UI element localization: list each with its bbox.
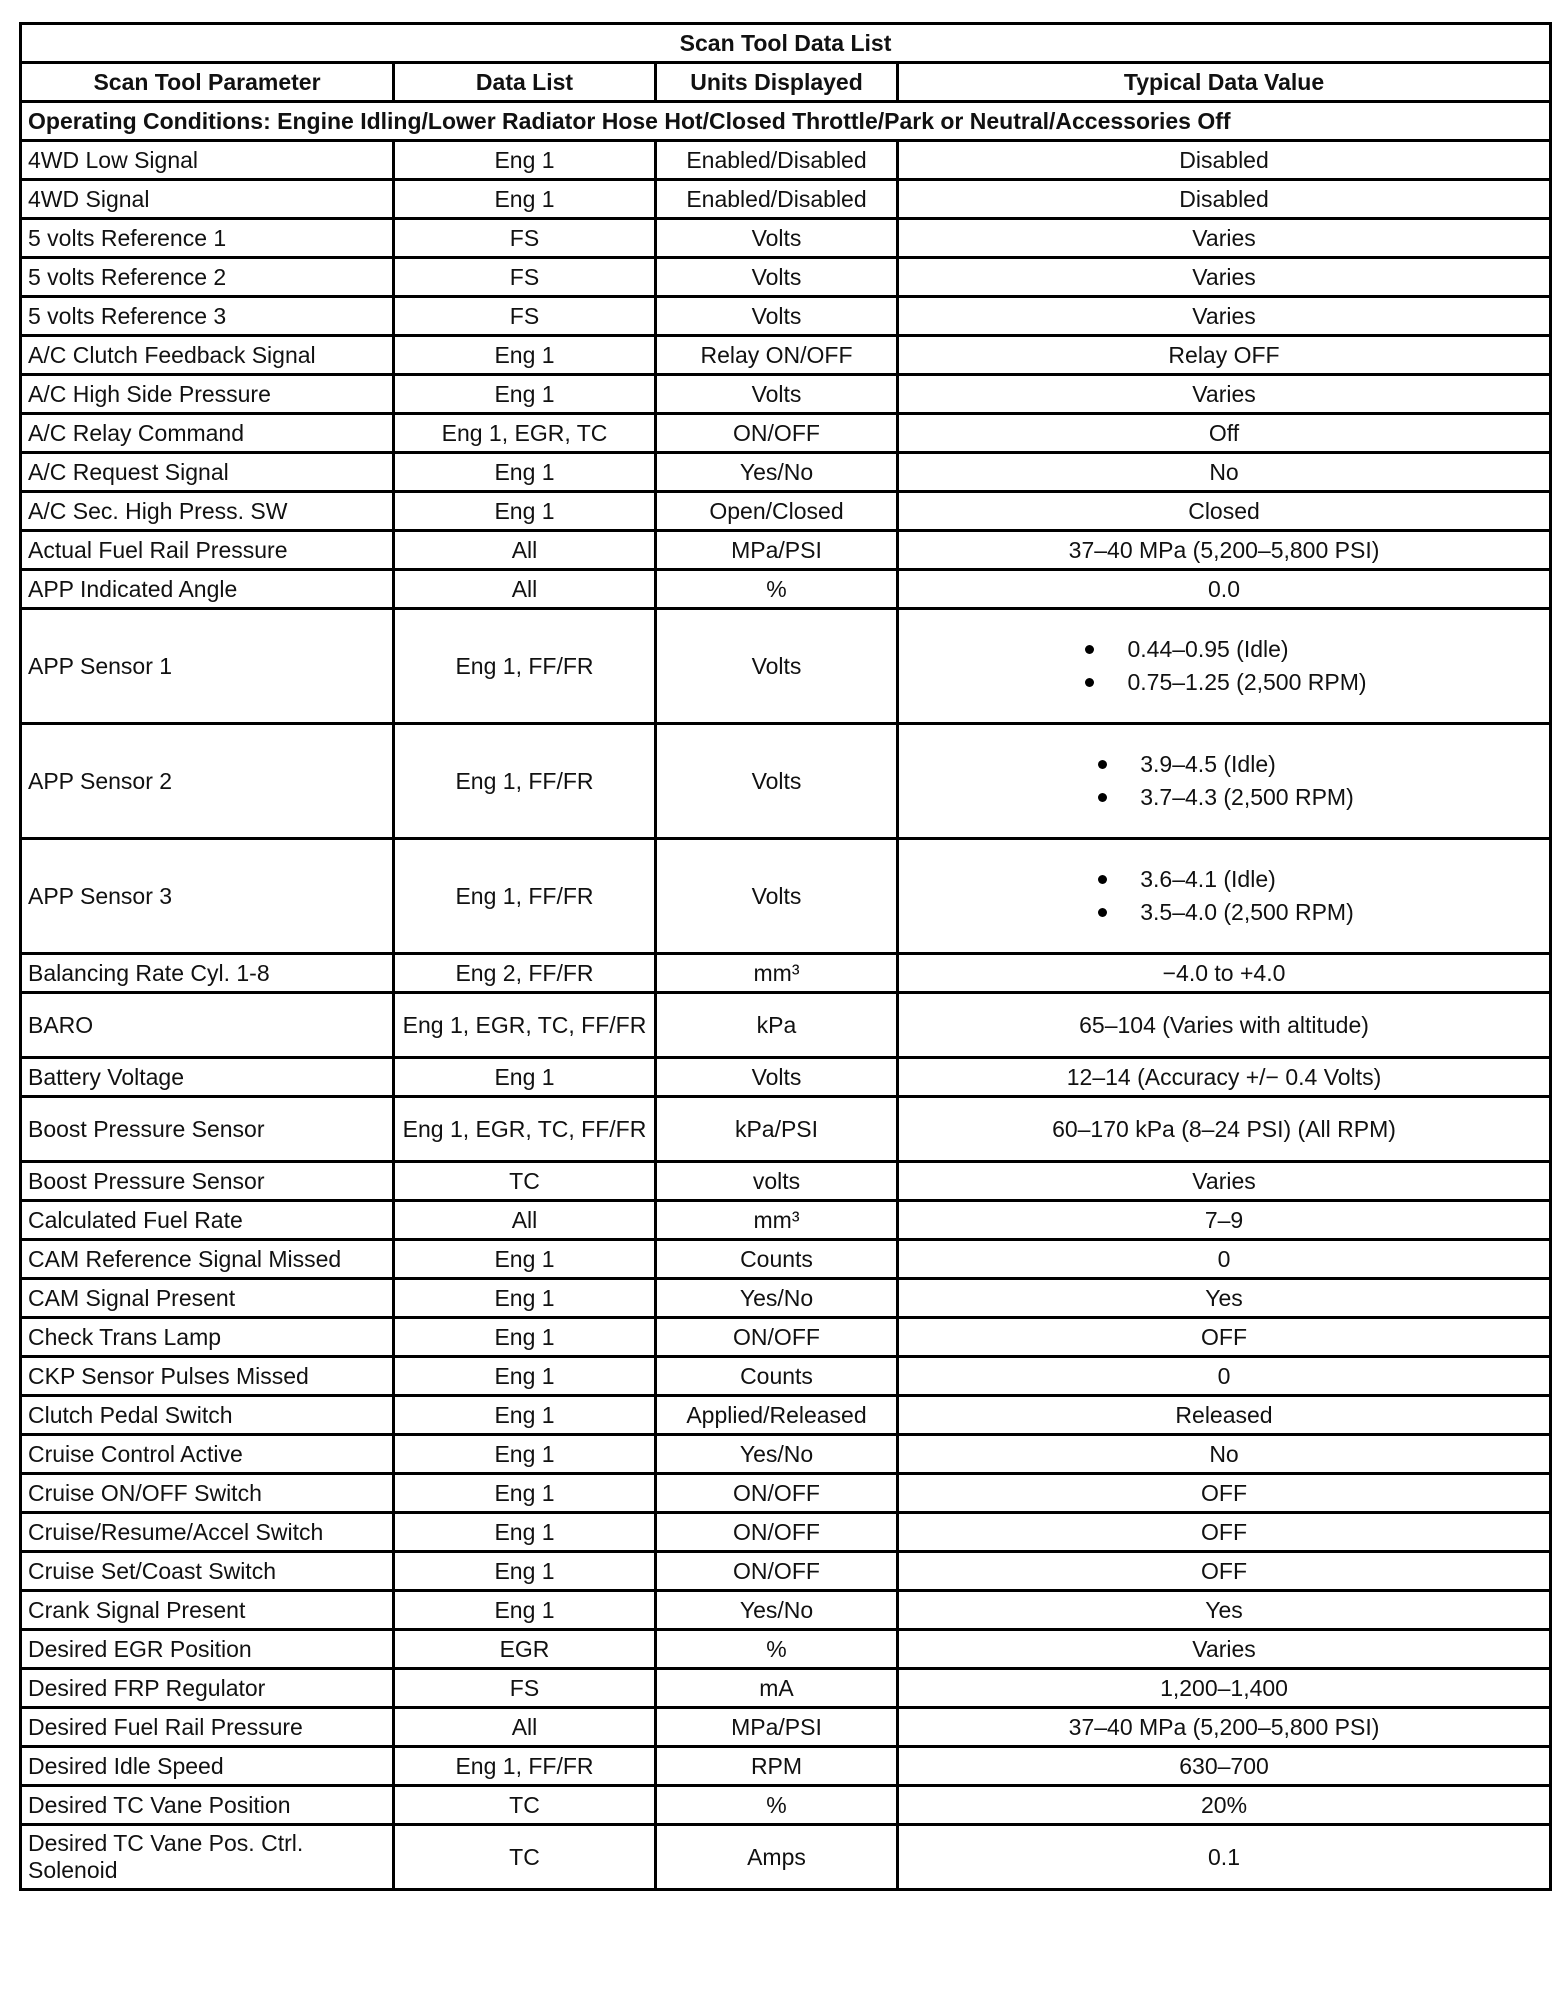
cell-units: % — [656, 570, 898, 609]
cell-parameter: APP Sensor 1 — [21, 609, 394, 724]
cell-parameter: Desired Idle Speed — [21, 1747, 394, 1786]
cell-typical-value: Released — [898, 1396, 1551, 1435]
cell-typical-value: Yes — [898, 1279, 1551, 1318]
cell-typical-value: Varies — [898, 297, 1551, 336]
cell-typical-value: Varies — [898, 1162, 1551, 1201]
cell-parameter: Desired TC Vane Position — [21, 1786, 394, 1825]
table-row — [21, 1058, 1551, 1097]
value-bullet-item: 3.6–4.1 (Idle) — [1094, 863, 1354, 896]
table-row — [21, 1396, 1551, 1435]
table-row — [21, 258, 1551, 297]
table-row — [21, 1747, 1551, 1786]
cell-typical-value: OFF — [898, 1318, 1551, 1357]
cell-units: Volts — [656, 1058, 898, 1097]
cell-units: ON/OFF — [656, 1474, 898, 1513]
cell-parameter: Battery Voltage — [21, 1058, 394, 1097]
cell-parameter: Crank Signal Present — [21, 1591, 394, 1630]
cell-units: Counts — [656, 1240, 898, 1279]
cell-parameter: Boost Pressure Sensor — [21, 1097, 394, 1162]
cell-typical-value: 630–700 — [898, 1747, 1551, 1786]
table-row — [21, 297, 1551, 336]
cell-data-list: FS — [394, 297, 656, 336]
cell-typical-value: 0 — [898, 1357, 1551, 1396]
cell-data-list: FS — [394, 1669, 656, 1708]
cell-typical-value: Yes — [898, 1591, 1551, 1630]
cell-parameter: Cruise ON/OFF Switch — [21, 1474, 394, 1513]
cell-parameter: Cruise/Resume/Accel Switch — [21, 1513, 394, 1552]
cell-data-list: All — [394, 570, 656, 609]
cell-data-list: Eng 1, EGR, TC — [394, 414, 656, 453]
cell-typical-value: No — [898, 453, 1551, 492]
table-row — [21, 492, 1551, 531]
cell-units: mm³ — [656, 954, 898, 993]
table-row — [21, 954, 1551, 993]
cell-typical-value: Varies — [898, 1630, 1551, 1669]
scan-tool-data-table — [19, 22, 1552, 1891]
cell-data-list: FS — [394, 219, 656, 258]
table-title: Scan Tool Data List — [21, 24, 1551, 63]
cell-parameter: Clutch Pedal Switch — [21, 1396, 394, 1435]
cell-typical-value: 20% — [898, 1786, 1551, 1825]
table-row — [21, 993, 1551, 1058]
value-bullet-list — [1094, 748, 1354, 814]
cell-parameter: APP Sensor 3 — [21, 839, 394, 954]
cell-typical-value: Disabled — [898, 141, 1551, 180]
cell-data-list: Eng 1, EGR, TC, FF/FR — [394, 993, 656, 1058]
cell-parameter: Actual Fuel Rail Pressure — [21, 531, 394, 570]
cell-data-list: Eng 1, FF/FR — [394, 724, 656, 839]
cell-units: Volts — [656, 839, 898, 954]
cell-typical-value: Off — [898, 414, 1551, 453]
value-bullet-item: 0.44–0.95 (Idle) — [1081, 633, 1366, 666]
cell-parameter: A/C High Side Pressure — [21, 375, 394, 414]
table-row — [21, 1279, 1551, 1318]
cell-data-list: Eng 1, FF/FR — [394, 609, 656, 724]
cell-units: Open/Closed — [656, 492, 898, 531]
cell-typical-value: 7–9 — [898, 1201, 1551, 1240]
cell-units: Enabled/Disabled — [656, 141, 898, 180]
cell-parameter: APP Indicated Angle — [21, 570, 394, 609]
table-row — [21, 1474, 1551, 1513]
cell-parameter: CKP Sensor Pulses Missed — [21, 1357, 394, 1396]
cell-units: ON/OFF — [656, 1513, 898, 1552]
cell-parameter: CAM Signal Present — [21, 1279, 394, 1318]
cell-typical-value — [898, 724, 1551, 839]
cell-data-list: Eng 2, FF/FR — [394, 954, 656, 993]
cell-units: MPa/PSI — [656, 1708, 898, 1747]
cell-typical-value: Closed — [898, 492, 1551, 531]
cell-units: Relay ON/OFF — [656, 336, 898, 375]
table-row — [21, 141, 1551, 180]
cell-data-list: Eng 1 — [394, 1279, 656, 1318]
cell-parameter: A/C Relay Command — [21, 414, 394, 453]
header-parameter: Scan Tool Parameter — [21, 63, 394, 102]
cell-units: Volts — [656, 375, 898, 414]
cell-units: kPa/PSI — [656, 1097, 898, 1162]
cell-parameter: A/C Sec. High Press. SW — [21, 492, 394, 531]
operating-conditions: Operating Conditions: Engine Idling/Lower Radiator Hose Hot/Closed Throttle/Park or Neutral/Accessories Off — [21, 102, 1551, 141]
cell-parameter: Desired Fuel Rail Pressure — [21, 1708, 394, 1747]
cell-units: % — [656, 1630, 898, 1669]
cell-typical-value: Disabled — [898, 180, 1551, 219]
cell-typical-value: OFF — [898, 1513, 1551, 1552]
cell-parameter: APP Sensor 2 — [21, 724, 394, 839]
cell-typical-value: Relay OFF — [898, 336, 1551, 375]
header-typical-value: Typical Data Value — [898, 63, 1551, 102]
cell-data-list: Eng 1 — [394, 1474, 656, 1513]
cell-units: Yes/No — [656, 1591, 898, 1630]
cell-data-list: Eng 1 — [394, 1435, 656, 1474]
table-row — [21, 1825, 1551, 1890]
cell-units: Amps — [656, 1825, 898, 1890]
cell-parameter: Boost Pressure Sensor — [21, 1162, 394, 1201]
table-row — [21, 839, 1551, 954]
table-row — [21, 1357, 1551, 1396]
cell-units: Volts — [656, 219, 898, 258]
cell-parameter: 5 volts Reference 1 — [21, 219, 394, 258]
table-row — [21, 1552, 1551, 1591]
cell-data-list: Eng 1 — [394, 375, 656, 414]
cell-units: ON/OFF — [656, 1318, 898, 1357]
cell-data-list: Eng 1 — [394, 336, 656, 375]
table-row — [21, 1240, 1551, 1279]
cell-typical-value: 0 — [898, 1240, 1551, 1279]
cell-typical-value: 0.0 — [898, 570, 1551, 609]
table-row — [21, 609, 1551, 724]
cell-data-list: Eng 1 — [394, 492, 656, 531]
cell-typical-value: OFF — [898, 1552, 1551, 1591]
cell-units: Volts — [656, 297, 898, 336]
cell-data-list: Eng 1 — [394, 1552, 656, 1591]
cell-typical-value: OFF — [898, 1474, 1551, 1513]
cell-data-list: Eng 1 — [394, 1591, 656, 1630]
cell-data-list: All — [394, 531, 656, 570]
table-row — [21, 1786, 1551, 1825]
table-row — [21, 180, 1551, 219]
cell-data-list: Eng 1 — [394, 141, 656, 180]
cell-parameter: 4WD Low Signal — [21, 141, 394, 180]
cell-units: MPa/PSI — [656, 531, 898, 570]
cell-data-list: Eng 1 — [394, 1513, 656, 1552]
cell-parameter: 5 volts Reference 2 — [21, 258, 394, 297]
table-row — [21, 414, 1551, 453]
table-row — [21, 453, 1551, 492]
cell-units: volts — [656, 1162, 898, 1201]
cell-data-list: All — [394, 1708, 656, 1747]
cell-parameter: 4WD Signal — [21, 180, 394, 219]
cell-units: mA — [656, 1669, 898, 1708]
cell-units: Yes/No — [656, 1435, 898, 1474]
table-row — [21, 1097, 1551, 1162]
table-body — [21, 141, 1551, 1890]
cell-units: Enabled/Disabled — [656, 180, 898, 219]
cell-typical-value: No — [898, 1435, 1551, 1474]
header-units: Units Displayed — [656, 63, 898, 102]
cell-units: Yes/No — [656, 1279, 898, 1318]
table-row — [21, 1435, 1551, 1474]
table-row — [21, 1669, 1551, 1708]
table-row — [21, 375, 1551, 414]
cell-data-list: Eng 1 — [394, 1357, 656, 1396]
cell-typical-value: 0.1 — [898, 1825, 1551, 1890]
cell-units: Applied/Released — [656, 1396, 898, 1435]
cell-data-list: Eng 1 — [394, 1058, 656, 1097]
cell-parameter: BARO — [21, 993, 394, 1058]
value-bullet-item: 3.9–4.5 (Idle) — [1094, 748, 1354, 781]
cell-data-list: TC — [394, 1825, 656, 1890]
cell-data-list: Eng 1 — [394, 180, 656, 219]
cell-data-list: EGR — [394, 1630, 656, 1669]
scan-tool-table-container — [19, 22, 1549, 1891]
cell-parameter: Desired EGR Position — [21, 1630, 394, 1669]
cell-units: mm³ — [656, 1201, 898, 1240]
cell-parameter: Desired TC Vane Pos. Ctrl. Solenoid — [21, 1825, 394, 1890]
cell-parameter: 5 volts Reference 3 — [21, 297, 394, 336]
cell-parameter: CAM Reference Signal Missed — [21, 1240, 394, 1279]
table-row — [21, 1201, 1551, 1240]
table-row — [21, 570, 1551, 609]
cell-units: RPM — [656, 1747, 898, 1786]
cell-units: kPa — [656, 993, 898, 1058]
cell-units: Counts — [656, 1357, 898, 1396]
cell-data-list: Eng 1 — [394, 1240, 656, 1279]
table-row — [21, 336, 1551, 375]
table-row — [21, 724, 1551, 839]
cell-typical-value: 37–40 MPa (5,200–5,800 PSI) — [898, 531, 1551, 570]
cell-parameter: Calculated Fuel Rate — [21, 1201, 394, 1240]
cell-parameter: A/C Request Signal — [21, 453, 394, 492]
cell-parameter: Cruise Set/Coast Switch — [21, 1552, 394, 1591]
cell-data-list: TC — [394, 1786, 656, 1825]
value-bullet-item: 0.75–1.25 (2,500 RPM) — [1081, 666, 1366, 699]
table-row — [21, 1318, 1551, 1357]
table-row — [21, 1591, 1551, 1630]
cell-units: Volts — [656, 609, 898, 724]
cell-units: Volts — [656, 258, 898, 297]
cell-units: Volts — [656, 724, 898, 839]
value-bullet-list — [1094, 863, 1354, 929]
cell-parameter: Desired FRP Regulator — [21, 1669, 394, 1708]
cell-units: Yes/No — [656, 453, 898, 492]
cell-typical-value: Varies — [898, 375, 1551, 414]
header-data-list: Data List — [394, 63, 656, 102]
cell-data-list: Eng 1 — [394, 1318, 656, 1357]
cell-data-list: FS — [394, 258, 656, 297]
value-bullet-item: 3.5–4.0 (2,500 RPM) — [1094, 896, 1354, 929]
cell-units: ON/OFF — [656, 1552, 898, 1591]
table-row — [21, 1708, 1551, 1747]
cell-parameter: Cruise Control Active — [21, 1435, 394, 1474]
table-row — [21, 1162, 1551, 1201]
cell-typical-value: 37–40 MPa (5,200–5,800 PSI) — [898, 1708, 1551, 1747]
cell-typical-value: Varies — [898, 219, 1551, 258]
cell-data-list: Eng 1, FF/FR — [394, 839, 656, 954]
cell-data-list: Eng 1, EGR, TC, FF/FR — [394, 1097, 656, 1162]
cell-typical-value — [898, 609, 1551, 724]
table-row — [21, 219, 1551, 258]
cell-units: % — [656, 1786, 898, 1825]
cell-typical-value: 12–14 (Accuracy +/− 0.4 Volts) — [898, 1058, 1551, 1097]
cell-typical-value: 60–170 kPa (8–24 PSI) (All RPM) — [898, 1097, 1551, 1162]
cell-typical-value: −4.0 to +4.0 — [898, 954, 1551, 993]
cell-parameter: A/C Clutch Feedback Signal — [21, 336, 394, 375]
value-bullet-item: 3.7–4.3 (2,500 RPM) — [1094, 781, 1354, 814]
value-bullet-list — [1081, 633, 1366, 699]
cell-data-list: TC — [394, 1162, 656, 1201]
cell-parameter: Balancing Rate Cyl. 1-8 — [21, 954, 394, 993]
cell-typical-value — [898, 839, 1551, 954]
cell-data-list: All — [394, 1201, 656, 1240]
cell-data-list: Eng 1 — [394, 1396, 656, 1435]
cell-data-list: Eng 1 — [394, 453, 656, 492]
table-row — [21, 1513, 1551, 1552]
table-row — [21, 1630, 1551, 1669]
table-row — [21, 531, 1551, 570]
cell-typical-value: 1,200–1,400 — [898, 1669, 1551, 1708]
cell-data-list: Eng 1, FF/FR — [394, 1747, 656, 1786]
cell-typical-value: 65–104 (Varies with altitude) — [898, 993, 1551, 1058]
cell-typical-value: Varies — [898, 258, 1551, 297]
cell-units: ON/OFF — [656, 414, 898, 453]
cell-parameter: Check Trans Lamp — [21, 1318, 394, 1357]
